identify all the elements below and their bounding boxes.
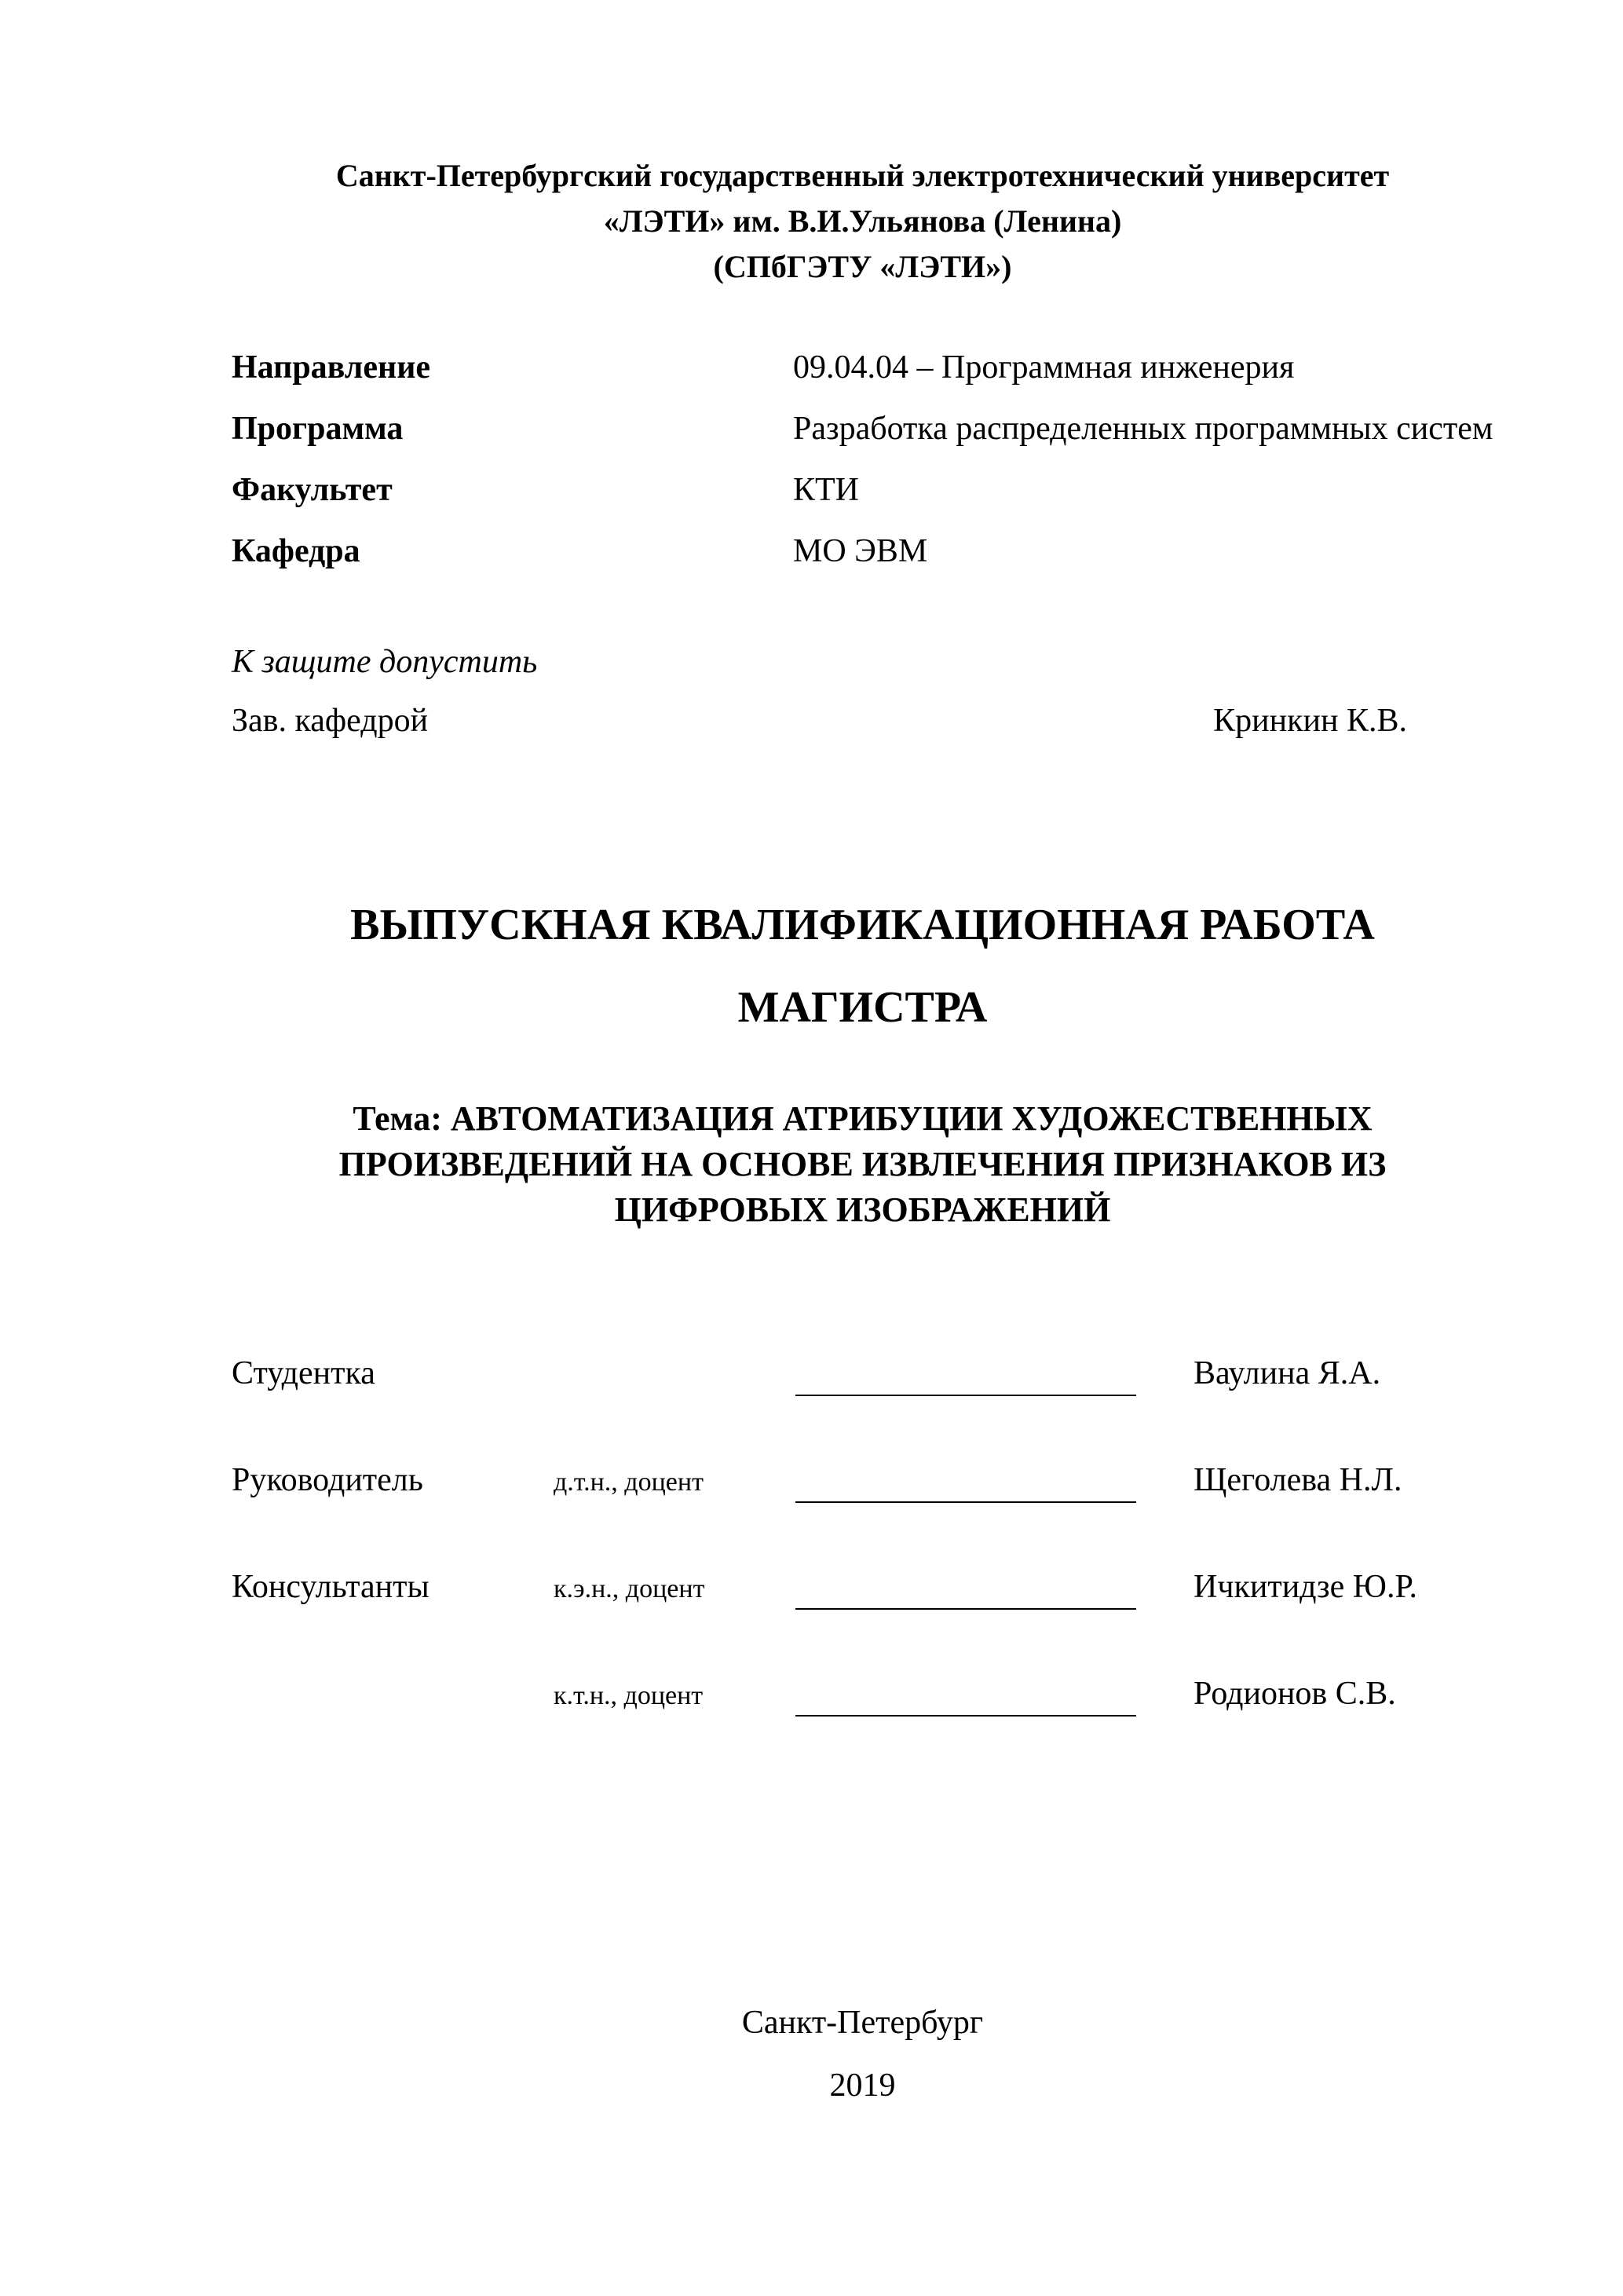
admission-statement: К защите допустить <box>232 644 538 680</box>
head-of-department-label: Зав. кафедрой <box>232 703 429 739</box>
program-info-section <box>232 337 1493 582</box>
signature-line <box>795 1569 1136 1610</box>
signatures-section <box>232 1351 1493 1717</box>
signature-name: Щеголева Н.Л. <box>1193 1462 1402 1498</box>
head-of-department-name: Кринкин К.В. <box>1213 703 1407 739</box>
head-of-department-row <box>232 692 1493 751</box>
program-row-label: Факультет <box>232 472 393 508</box>
signature-name: Ваулина Я.А. <box>1193 1355 1381 1391</box>
university-line-3: (СПбГЭТУ «ЛЭТИ») <box>713 249 1012 284</box>
university-line-2: «ЛЭТИ» им. В.И.Ульянова (Ленина) <box>603 203 1122 239</box>
footer <box>232 1991 1493 2117</box>
signature-row <box>232 1671 1493 1717</box>
signature-degree <box>554 1395 795 1396</box>
footer-year: 2019 <box>829 2067 896 2104</box>
program-row <box>232 459 1493 521</box>
program-row <box>232 398 1493 459</box>
program-row-value: Разработка распределенных программных систем <box>793 411 1493 447</box>
thesis-title <box>232 884 1493 1049</box>
university-line-1: Санкт-Петербургский государственный электротехнический университет <box>335 158 1390 193</box>
admission-section <box>232 633 1493 751</box>
university-header <box>232 153 1493 290</box>
thesis-title-line-1: ВЫПУСКНАЯ КВАЛИФИКАЦИОННАЯ РАБОТА <box>350 901 1375 949</box>
signature-degree: д.т.н., доцент <box>554 1468 704 1497</box>
program-row-value: КТИ <box>793 472 859 508</box>
signature-name: Родионов С.В. <box>1193 1676 1396 1712</box>
program-row-value: 09.04.04 – Программная инженерия <box>793 349 1295 386</box>
program-row <box>232 337 1493 398</box>
program-row-label: Направление <box>232 349 431 386</box>
program-row-label: Программа <box>232 411 404 447</box>
signature-role: Руководитель <box>232 1462 423 1498</box>
thesis-topic: Тема: АВТОМАТИЗАЦИЯ АТРИБУЦИИ ХУДОЖЕСТВЕННЫХ ПРОИЗВЕДЕНИЙ НА ОСНОВЕ ИЗВЛЕЧЕНИЯ ПРИЗНАКОВ ИЗ ЦИФРОВЫХ ИЗОБРАЖЕНИЙ <box>338 1099 1387 1229</box>
signature-line <box>795 1462 1136 1503</box>
signature-row <box>232 1351 1493 1396</box>
signature-role: Студентка <box>232 1355 375 1391</box>
signature-degree: к.т.н., доцент <box>554 1681 704 1710</box>
signature-role: Консультанты <box>232 1569 430 1605</box>
signature-name: Ичкитидзе Ю.Р. <box>1193 1569 1418 1605</box>
signature-row <box>232 1564 1493 1610</box>
program-row <box>232 521 1493 582</box>
signature-line <box>795 1355 1136 1396</box>
signature-line <box>795 1676 1136 1717</box>
thesis-title-line-2: МАГИСТРА <box>737 983 988 1032</box>
program-row-value: МО ЭВМ <box>793 533 928 569</box>
program-row-label: Кафедра <box>232 533 360 569</box>
signature-degree: к.э.н., доцент <box>554 1574 705 1603</box>
footer-city: Санкт-Петербург <box>741 2005 984 2041</box>
signature-row <box>232 1457 1493 1503</box>
